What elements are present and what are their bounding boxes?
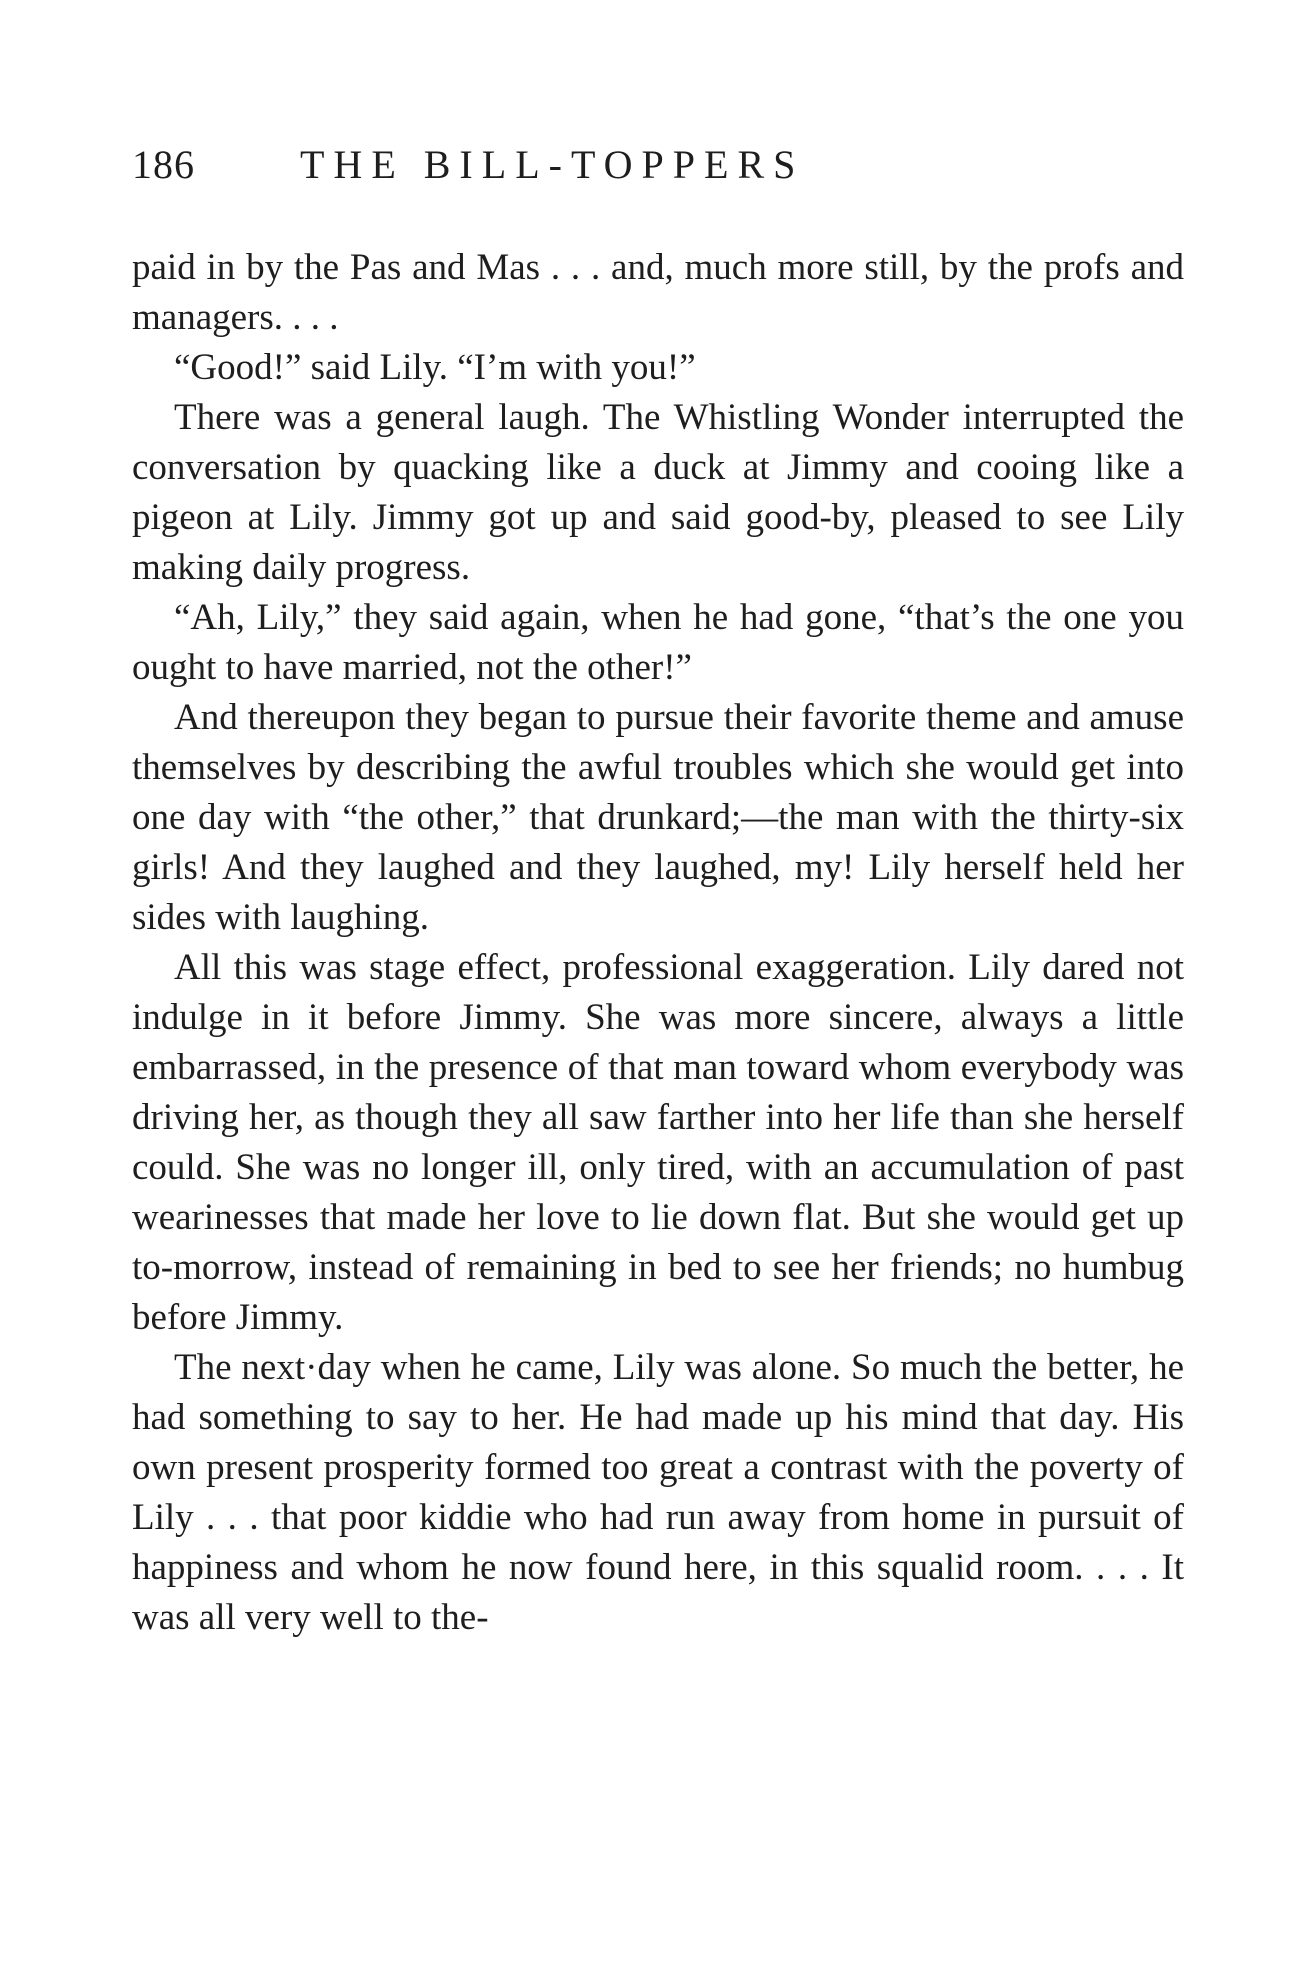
paragraph: “Good!” said Lily. “I’m with you!” xyxy=(174,347,696,388)
paragraph: All this was stage effect, professional exaggeration. Lily dared not indulge in it before Jimmy. She was more sincere, always a little embarrassed, in the presence of that man toward whom everybody was driving her, as though they all saw farther into her life than she herself could. She was no longer ill, only tired, with an accumulation of past wearinesses that made her love to lie down flat. But she would get up to-morrow, instead of remaining in bed to see her friends; no humbug before Jimmy. xyxy=(132,947,1184,1338)
paragraph: “Ah, Lily,” they said again, when he had gone, “that’s the one you ought to have married, not the other!” xyxy=(132,597,1184,688)
running-head xyxy=(132,135,1192,195)
paragraph: The next·day when he came, Lily was alone. So much the better, he had something to say to her. He had made up his mind that day. His own present prosperity formed too great a contrast with the poverty of Lily . . . that poor kiddie who had run away from home in pursuit of happiness and whom he now found here, in this squalid room. . . . It was all very well to the- xyxy=(132,1347,1184,1638)
page-number: 186 xyxy=(132,142,195,187)
running-title: THE BILL-TOPPERS xyxy=(300,142,805,187)
paragraph: There was a general laugh. The Whistling Wonder interrupted the conversation by quacking like a duck at Jimmy and cooing like a pigeon at Lily. Jimmy got up and said good-by, pleased to see Lily making daily progress. xyxy=(132,397,1184,588)
body-text xyxy=(132,243,1184,1643)
paragraph-continuation: paid in by the Pas and Mas . . . and, much more still, by the profs and managers. . . . xyxy=(132,247,1184,338)
paragraph: And thereupon they began to pursue their favorite theme and amuse themselves by describing the awful troubles which she would get into one day with “the other,” that drunkard;—the man with the thirty-six girls! And they laughed and they laughed, my! Lily herself held her sides with laughing. xyxy=(132,697,1184,938)
